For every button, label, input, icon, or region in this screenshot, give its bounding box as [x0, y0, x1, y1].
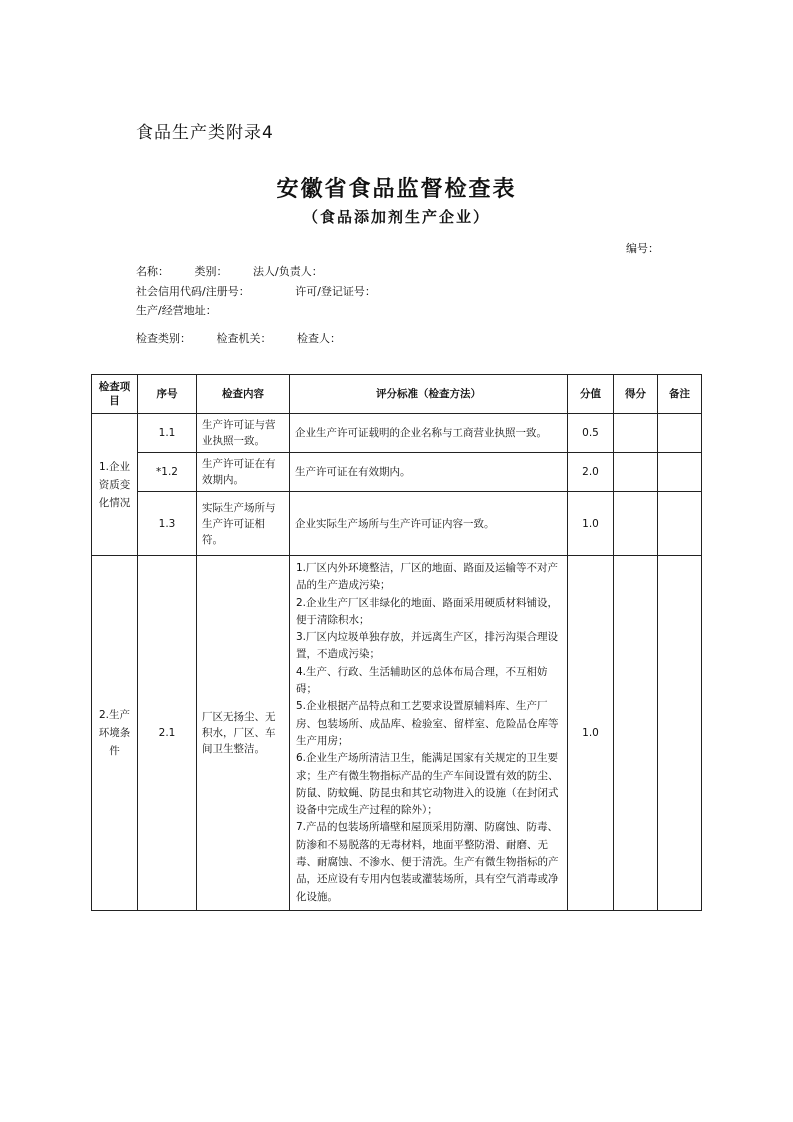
row-score: 0.5	[568, 414, 614, 453]
section-item: 2.生产环境条件	[92, 556, 138, 911]
standard-item: 5.企业根据产品特点和工艺要求设置原辅料库、生产厂房、包装场所、成品库、检验室、留样室、危险品仓库等生产用房；	[296, 700, 559, 747]
row-seq: 1.3	[138, 492, 197, 556]
document-title: 安徽省食品监督检查表	[276, 177, 517, 202]
address-label: 生产/经营地址：	[136, 304, 217, 317]
row-score: 2.0	[568, 453, 614, 492]
header-item: 检查项目	[92, 375, 138, 414]
row-score: 1.0	[568, 492, 614, 556]
standard-item: 6.企业生产场所清洁卫生，能满足国家有关规定的卫生要求；生产有微生物指标产品的生产车间设置有效的防尘、防鼠、防蚊蝇、防昆虫和其它动物进入的设施（在封闭式设备中完成生产过程的除外）；	[296, 752, 559, 817]
row-standard: 生产许可证在有效期内。	[290, 453, 568, 492]
info-row-2	[136, 283, 398, 299]
category-label: 类别：	[194, 265, 228, 278]
header-note: 备注	[658, 375, 702, 414]
score-cell[interactable]	[614, 556, 658, 911]
info-row-3	[136, 302, 239, 318]
note-cell[interactable]	[658, 414, 702, 453]
license-label: 许可/登记证号：	[295, 285, 376, 298]
inspection-type-label: 检查类别：	[136, 332, 191, 345]
row-score: 1.0	[568, 556, 614, 911]
header-score: 分值	[568, 375, 614, 414]
table-row	[92, 414, 702, 453]
name-label: 名称：	[136, 265, 169, 278]
score-cell[interactable]	[614, 414, 658, 453]
section-item: 1.企业资质变化情况	[92, 414, 138, 556]
inspector-label: 检查人：	[297, 332, 341, 345]
standard-item: 2.企业生产厂区非绿化的地面、路面采用硬质材料铺设，便于清除积水；	[296, 596, 559, 626]
table-row	[92, 556, 702, 911]
note-cell[interactable]	[658, 453, 702, 492]
inspection-org-label: 检查机关：	[216, 332, 272, 345]
row-seq: 2.1	[138, 556, 197, 911]
score-cell[interactable]	[614, 492, 658, 556]
legal-rep-label: 法人/负责人：	[253, 265, 323, 278]
table-row	[92, 492, 702, 556]
row-content: 生产许可证在有效期内。	[197, 453, 290, 492]
info-row-4	[136, 330, 363, 346]
table-header-row	[92, 375, 702, 414]
score-cell[interactable]	[614, 453, 658, 492]
info-row-1	[136, 263, 345, 279]
row-content: 生产许可证与营业执照一致。	[197, 414, 290, 453]
row-seq: 1.1	[138, 414, 197, 453]
credit-code-label: 社会信用代码/注册号：	[136, 285, 250, 298]
appendix-label: 食品生产类附录4	[136, 123, 274, 143]
header-got: 得分	[614, 375, 658, 414]
header-seq: 序号	[138, 375, 197, 414]
document-subtitle: （食品添加剂生产企业）	[302, 208, 490, 226]
standard-item: 3.厂区内垃圾单独存放，并远离生产区，排污沟渠合理设置，不造成污染；	[296, 631, 559, 661]
standard-item: 1.厂区内外环境整洁，厂区的地面、路面及运输等不对产品的生产造成污染；	[296, 562, 559, 592]
number-label: 编号：	[626, 242, 659, 255]
header-content: 检查内容	[197, 375, 290, 414]
standard-item: 7.产品的包装场所墙壁和屋顶采用防潮、防腐蚀、防毒、防渗和不易脱落的无毒材料，地面平整防滑、耐磨、无毒、耐腐蚀、不渗水、便于清洗。生产有微生物指标的产品，还应设有专用内包装或灌装场所，具有空气消毒或净化设施。	[296, 821, 559, 903]
standard-item: 4.生产、行政、生活辅助区的总体布局合理，不互相妨碍；	[296, 665, 548, 696]
row-content: 实际生产场所与生产许可证相符。	[197, 492, 290, 556]
row-content: 厂区无扬尘、无积水，厂区、车间卫生整洁。	[197, 556, 290, 911]
note-cell[interactable]	[658, 556, 702, 911]
inspection-table	[91, 374, 702, 911]
row-standard-list	[290, 556, 568, 911]
row-seq: *1.2	[138, 453, 197, 492]
note-cell[interactable]	[658, 492, 702, 556]
header-standard: 评分标准（检查方法）	[290, 375, 568, 414]
row-standard: 企业生产许可证载明的企业名称与工商营业执照一致。	[290, 414, 568, 453]
row-standard: 企业实际生产场所与生产许可证内容一致。	[290, 492, 568, 556]
table-row	[92, 453, 702, 492]
